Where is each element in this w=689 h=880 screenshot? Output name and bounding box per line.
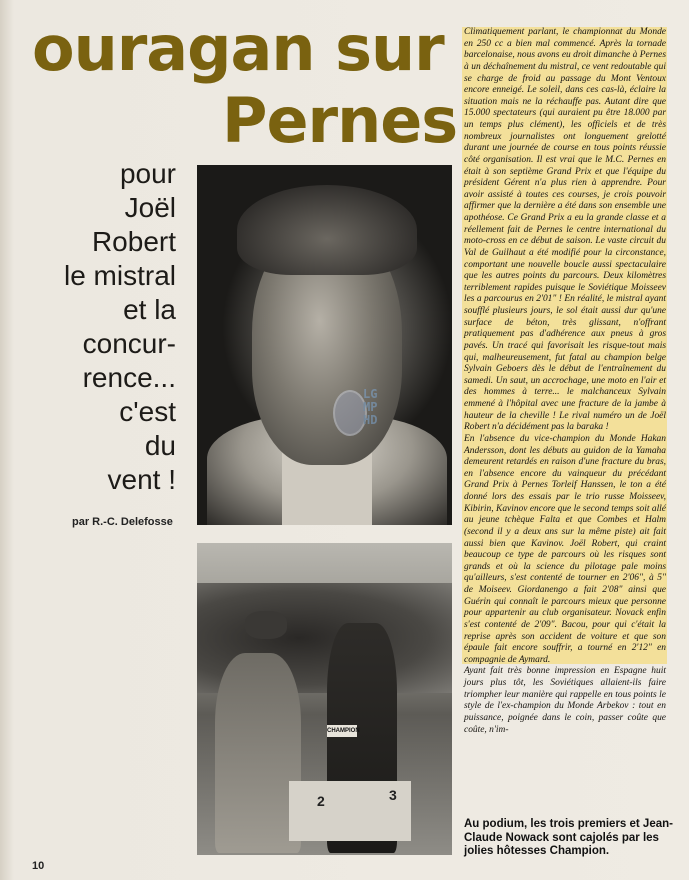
champion-banner: CHAMPION — [327, 725, 357, 737]
page-number: 10 — [32, 860, 45, 872]
podium-number-3: 3 — [389, 787, 397, 803]
cap — [245, 611, 287, 639]
article-body — [464, 27, 666, 736]
subtitle-line: rence... — [82, 362, 176, 393]
article-paragraph: Climatiquement parlant, le championnat du Monde en 250 cc a bien mal commencé. Après la tornade barcelonaise, nous avons eu droit dimanche à Pernes à un déchaînement du mistral, ce vent redoutable qui se charge de froid au passage du Mont Ventoux encore enneigé. Le soleil, dans ces cas-là, éclaire la situation mais ne la réchauffe pas. Autant dire que 15.000 spectateurs (qui auraient pu être 18.000 par un temps plus clément), les officiels et de très nombreux journalistes ont longuement grelotté durant une journée de course en tous points réussie côté organisation. Il est vrai que le M.C. Pernes en était à son septième Grand Prix et que l'équipe du président Gérent n'a plus rien à apprendre. Pour avoir assisté à toutes ces courses, je crois pouvoir affirmer que la dernière a été dans son ensemble une apothéose. Ce Grand Prix a eu la grande classe et a réellement fait de Pernes le centre international du moto-cross en ce début de saison. Le vaste circuit du Val de Guilhaut a été modifié pour la circonstance, comportant une nouvelle boucle aussi spectaculaire que les autres points du parcours. Deux kilomètres terriblement rapides puisque le Soviétique Moisseev les a parcourus en 2'01" ! En réalité, le mistral ayant soufflé plusieurs jours, le sol était aussi dur qu'une surface de béton, très glissant, n'offrant pratiquement pas d'adhérence aux pneus à gros pavés. Un tracé qui favorisait les risque-tout mais qui, malheureusement, fut fatal au champion belge Sylvain Geboers dès le début de l'entraînement du samedi. Un saut, un accrochage, une moto en l'air et des hommes à terre... le malchanceux Sylvain emmené à l'hôpital avec une fracture de la jambe à hauteur de la cheville ! Le rival numéro un de Joël Robert n'a décidément pas la baraka ! — [464, 27, 666, 433]
headline-line-2: Pernes — [222, 84, 458, 157]
subtitle-line: Robert — [91, 226, 176, 257]
podium-photo — [197, 543, 452, 855]
article-paragraph: Ayant fait très bonne impression en Espagne huit jours plus tôt, les Soviétiques allaient-ils faire triompher leur manière qui rappelle en tous points le style de l'ex-champion du Monde Arbekov : tout en puissance, poignée dans le coin, passer coûte que coûte, n'im- — [464, 666, 666, 735]
watermark-line: LG — [363, 387, 378, 401]
podium — [289, 781, 411, 841]
watermark-logo — [333, 388, 391, 442]
subtitle-line: le mistral — [63, 260, 176, 291]
subtitle-line: vent ! — [107, 464, 176, 495]
watermark-text — [363, 388, 377, 427]
subtitle-line: c'est — [119, 396, 176, 427]
podium-number-2: 2 — [317, 793, 325, 809]
subtitle-line: concur- — [82, 328, 176, 359]
subtitle-line: Joël — [124, 192, 176, 223]
watermark-portrait-icon — [333, 390, 367, 436]
article-paragraph: En l'absence du vice-champion du Monde Hakan Andersson, dont les débuts au guidon de la Yamaha demeurent retardés en raison d'une fracture du bras, en l'absence encore du vainqueur du précédant Grand Prix à Pernes Torleif Hanssen, le ton a été donné lors des essais par le trio russe Moisseev, Kibirin, Kavinov encore que le second temps soit allé au jeune tchèque Falta et que Combes et Halm (second il y a deux ans sur la même piste) ait fait aussi bien que Kavinov. Joël Robert, qui craint beaucoup ce type de parcours où les risques sont grands et où la science du pilotage pale moins qu'ailleurs, s'est contenté de tourner en 2'06", à 5" de Moiseev. Giordanengo a fait 2'08" ainsi que Guérin qui connaît le parcours mieux que personne pour appartenir au club organisateur. Novack enfin s'est contenté de 2'09". Bacou, pour qui c'était la reprise après son accident de voiture et que son épaule fait encore souffrir, a tourné en 2'12" en compagnie de Aymard. — [464, 433, 666, 665]
photo-caption: Au podium, les trois premiers et Jean-Claude Nowack sont cajolés par les jolies hôtesses Champion. — [464, 818, 673, 857]
subtitle-line: et la — [123, 294, 176, 325]
subtitle — [16, 157, 176, 497]
watermark-line: MP — [363, 400, 378, 414]
byline: par R.-C. Delefosse — [72, 516, 173, 528]
subtitle-line: pour — [119, 158, 176, 189]
hair — [237, 185, 417, 275]
headline-line-1: ouragan sur — [32, 12, 444, 85]
subtitle-line: du — [144, 430, 176, 461]
watermark-line: HD — [363, 413, 378, 427]
portrait-photo — [197, 165, 452, 525]
